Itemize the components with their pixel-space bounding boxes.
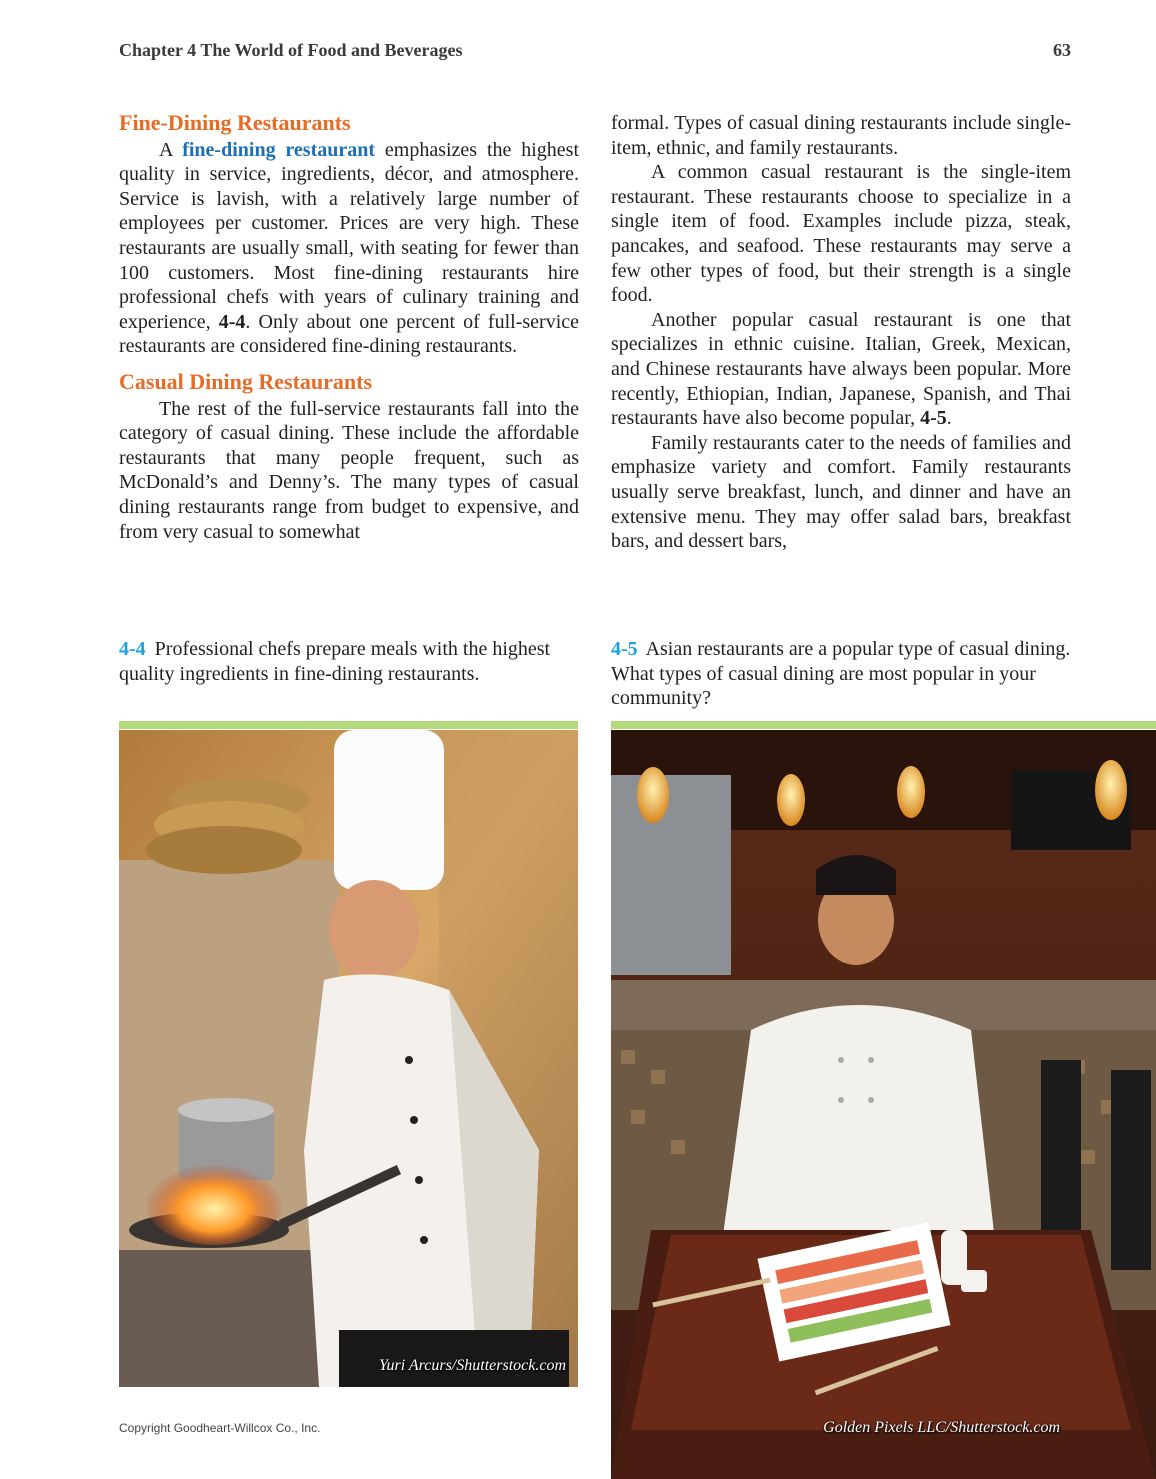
fine-dining-paragraph — [119, 138, 579, 359]
photo-sushi-chef — [611, 730, 1156, 1479]
figure-caption-4-5 — [611, 637, 1071, 711]
right-text-column — [611, 111, 1071, 554]
casual-continued-paragraph: formal. Types of casual dining restaurants include single-item, ethnic, and family restaurants. — [611, 112, 1071, 159]
photo-credit: Yuri Arcurs/Shutterstock.com — [379, 1357, 566, 1374]
copyright-notice: Copyright Goodheart-Willcox Co., Inc. — [119, 1421, 321, 1435]
left-text-column — [119, 111, 579, 544]
fine-body-a: emphasizes the highest quality in service, ingredients, décor, and atmosphere. Service is lavish, with a relatively large number of employees per customer. Prices are very high. These restaurants are usually small, with seating for fewer than 100 customers. Most fine-dining restaurants hire professional chefs with years of culinary training and experience, — [119, 138, 580, 333]
figure-caption-4-4 — [119, 637, 579, 686]
key-term-fine-dining-restaurant: fine-dining restaurant — [182, 138, 376, 161]
figure-number: 4-5 — [611, 638, 638, 660]
photo-credit: Golden Pixels LLC/Shutterstock.com — [823, 1419, 1060, 1436]
running-header — [119, 40, 1071, 66]
fine-body-b: . Only about one percent of full-service restaurants are considered fine-dining restaurants. — [119, 310, 579, 358]
ethnic-paragraph — [611, 308, 1071, 431]
family-paragraph: Family restaurants cater to the needs of families and emphasize variety and comfort. Family restaurants usually serve breakfast, lunch, and dinner and have an extensive menu. They may offer salad bars, breakfast bars, and dessert bars, — [611, 431, 1071, 553]
figure-rule — [611, 721, 1156, 729]
photo-chef-cooking — [119, 730, 578, 1387]
heading-casual-dining: Casual Dining Restaurants — [119, 368, 373, 394]
figure-ref-4-5: 4-5 — [920, 407, 947, 430]
chapter-title: Chapter 4 The World of Food and Beverages — [119, 40, 463, 60]
figure-caption-text: Asian restaurants are a popular type of casual dining. What types of casual dining are most popular in your community? — [611, 638, 1071, 709]
restaurant-illustration — [611, 730, 1156, 1479]
heading-fine-dining: Fine-Dining Restaurants — [119, 110, 351, 135]
figure-rule — [119, 721, 578, 729]
figure-number: 4-4 — [119, 638, 146, 660]
figure-ref-4-4: 4-4 — [218, 310, 246, 333]
fine-intro: A — [159, 138, 183, 161]
chef-illustration — [119, 730, 578, 1387]
single-item-paragraph: A common casual restaurant is the single-item restaurant. These restaurants choose to specialize in a single item of food. Examples include pizza, steak, pancakes, and seafood. These restaurants may serve a few other types of food, but their strength is a single food. — [611, 161, 1071, 307]
casual-dining-paragraph: The rest of the full-service restaurants fall into the category of casual dining. These include the affordable restaurants that many people frequent, such as McDonald’s and Denny’s. The many types of casual dining restaurants range from budget to expensive, and from very casual to somewhat — [119, 397, 579, 543]
page-number: 63 — [1053, 40, 1071, 60]
ethnic-body-b: . — [946, 407, 952, 430]
ethnic-body-a: Another popular casual restaurant is one that specializes in ethnic cuisine. Italian, Greek, Mexican, and Chinese restaurants have always been popular. More recently, Ethiopian, Indian, Japanese, Spanish, and Thai restaurants have also become popular, — [611, 308, 1071, 430]
figure-caption-text: Professional chefs prepare meals with the highest quality ingredients in fine-dining restaurants. — [119, 638, 551, 685]
